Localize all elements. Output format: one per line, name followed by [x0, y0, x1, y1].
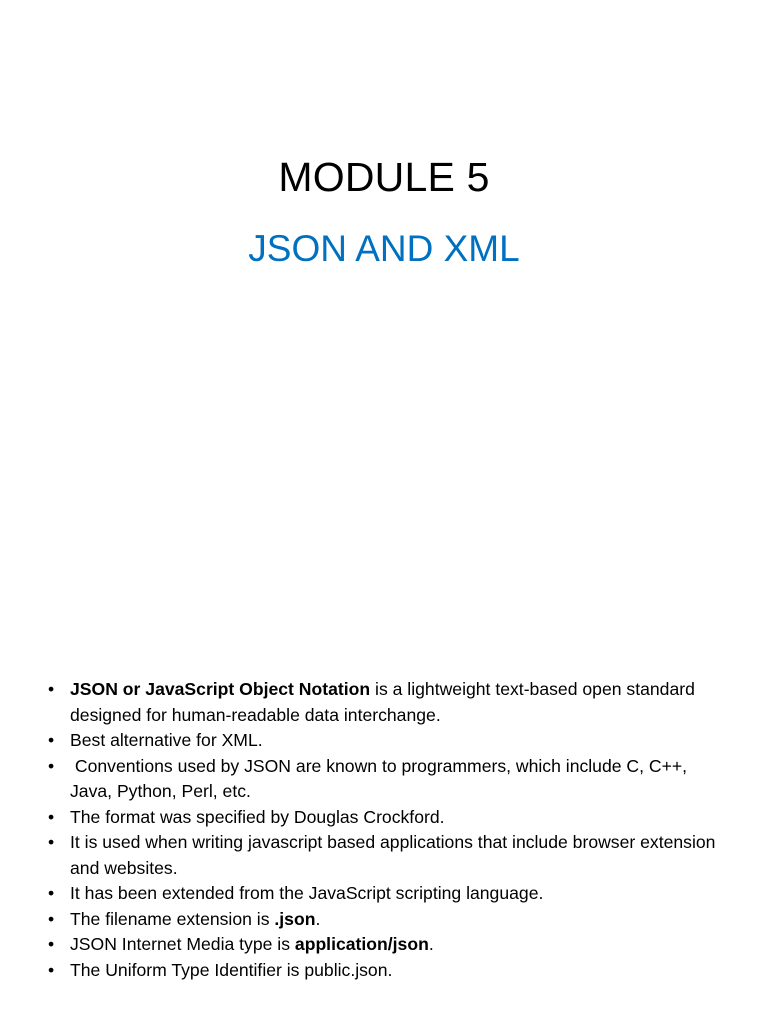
- bullet-icon: •: [48, 806, 55, 827]
- bullet-icon: •: [48, 959, 55, 980]
- list-item: • JSON Internet Media type is application/json.: [48, 932, 728, 958]
- bullet-list: [48, 677, 728, 983]
- list-item: • It is used when writing javascript based applications that include browser extension and websites.: [48, 832, 716, 878]
- bullet-icon: •: [48, 883, 55, 903]
- list-item: • Conventions used by JSON are known to programmers, which include C, C++, Java, Python, Perl, etc.: [48, 755, 692, 801]
- bullet-icon: •: [48, 730, 55, 750]
- bullet-icon: •: [48, 679, 55, 699]
- bullet-icon: •: [48, 908, 55, 929]
- bullet-icon: •: [48, 832, 55, 852]
- bullet-icon: •: [48, 934, 55, 954]
- list-item: • Best alternative for XML.: [48, 728, 728, 754]
- page-title: MODULE 5: [278, 154, 490, 200]
- list-item: • The format was specified by Douglas Crockford.: [48, 805, 728, 831]
- list-item: • It has been extended from the JavaScript scripting language.: [48, 881, 728, 907]
- list-item: • The Uniform Type Identifier is public.json.: [48, 958, 728, 984]
- bullet-icon: •: [48, 755, 55, 776]
- page-subtitle: JSON AND XML: [248, 228, 520, 269]
- list-item: • JSON or JavaScript Object Notation is a lightweight text-based open standard designed for human-readable data interchange.: [48, 679, 695, 725]
- list-item: • The filename extension is .json.: [48, 907, 728, 933]
